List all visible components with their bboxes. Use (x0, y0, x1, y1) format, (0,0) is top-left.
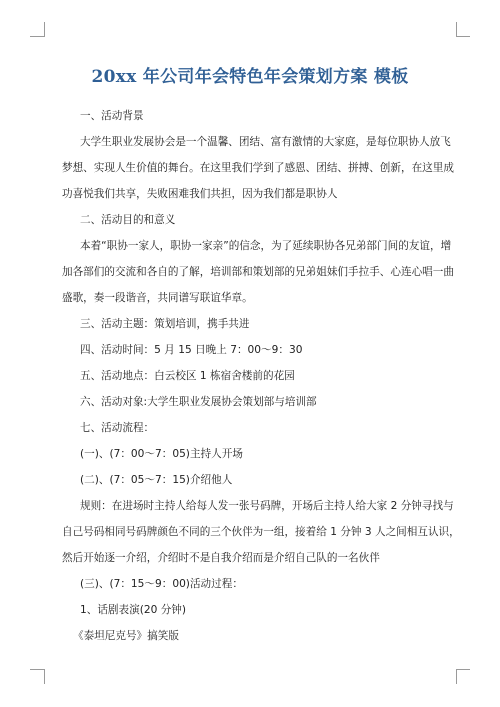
paragraph-line: 功喜悦我们共享，失败困难我们共担，因为我们都是职协人 (62, 188, 338, 200)
section-heading-theme: 三、活动主题：策划培训，携手共进 (80, 318, 250, 330)
crop-mark-top-left-h (30, 36, 44, 37)
process-step-2: (二)、(7：05～7：15)介绍他人 (80, 474, 233, 486)
section-heading-time: 四、活动时间：5 月 15 日晚上 7：00～9：30 (80, 344, 303, 356)
rules-line: 自己号码相同号码牌颜色不同的三个伙伴为一组，接着给 1 分钟 3 人之间相互认识， (62, 526, 460, 538)
activity-item-drama: 1、话剧表演(20 分钟) (80, 604, 187, 616)
paragraph-line: 加各部们的交流和各自的了解，培训部和策划部的兄弟姐妹们手拉手、心连心唱一曲 (62, 266, 454, 278)
paragraph-line: 大学生职业发展协会是一个温馨、团结、富有激情的大家庭，是每位职协人放飞 (80, 136, 451, 148)
crop-mark-bottom-left-h (30, 669, 44, 670)
crop-mark-bottom-right-v (456, 669, 457, 684)
paragraph-line: 盛歌，奏一段谐音，共同谱写联谊华章。 (62, 292, 253, 304)
process-step-3: (三)、(7：15～9：00)活动过程： (80, 578, 243, 590)
section-heading-purpose: 二、活动目的和意义 (80, 214, 176, 226)
paragraph-line: 梦想、实现人生价值的舞台。在这里我们学到了感恩、团结、拼搏、创新，在这里成 (62, 162, 454, 174)
document-body (62, 103, 460, 649)
document-title: 20xx 年公司年会特色年会策划方案 模板 (91, 67, 409, 87)
section-heading-process: 七、活动流程： (80, 422, 155, 434)
section-heading-location: 五、活动地点：白云校区 1 栋宿舍楼前的花园 (80, 370, 295, 382)
activity-item-title: 《泰坦尼克号》搞笑版 (73, 630, 179, 642)
rules-line: 然后开始逐一介绍，介绍时不是自我介绍而是介绍自己队的一名伙伴 (62, 552, 380, 564)
crop-mark-bottom-right-h (456, 669, 470, 670)
crop-mark-top-right-v (456, 22, 457, 37)
process-step-1: (一)、(7：00～7：05)主持人开场 (80, 448, 243, 460)
section-heading-background: 一、活动背景 (80, 110, 144, 122)
crop-mark-bottom-left-v (44, 669, 45, 684)
section-heading-audience: 六、活动对象:大学生职业发展协会策划部与培训部 (80, 396, 317, 408)
crop-mark-top-left-v (44, 22, 45, 37)
paragraph-line: 本着“职协一家人，职协一家亲”的信念，为了延续职协各兄弟部门间的友谊，增 (80, 240, 452, 252)
rules-line: 规则：在进场时主持人给每人发一张号码牌，开场后主持人给大家 2 分钟寻找与 (80, 500, 454, 512)
crop-mark-top-right-h (456, 36, 470, 37)
